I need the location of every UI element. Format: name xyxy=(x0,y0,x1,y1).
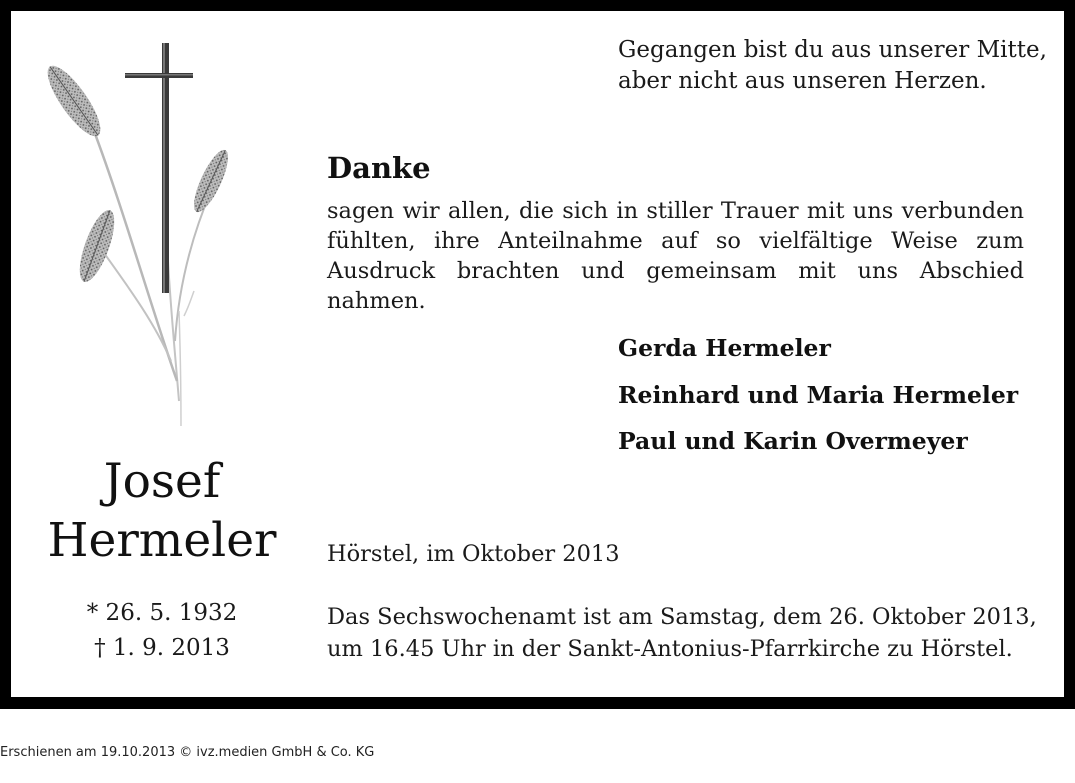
place-date: Hörstel, im Oktober 2013 xyxy=(327,541,620,567)
birth-date: * 26. 5. 1932 xyxy=(86,600,238,626)
publication-footer: Erschienen am 19.10.2013 © ivz.medien GmbH & Co. KG xyxy=(0,745,375,760)
mourner-name: Reinhard und Maria Hermeler xyxy=(618,380,1019,409)
thanks-heading: Danke xyxy=(327,151,431,185)
service-notice xyxy=(327,601,1037,665)
thanks-text: sagen wir allen, die sich in stiller Trauer mit uns verbunden fühlten, ihre Anteilnahme auf so vielfältige Weise zum Ausdruck brachten und gemeinsam mit uns Abschied nahmen. xyxy=(327,198,1024,314)
deceased-name xyxy=(42,452,282,570)
deceased-first-name: Josef xyxy=(103,454,221,509)
obituary-card xyxy=(11,11,1064,697)
mourner-name: Gerda Hermeler xyxy=(618,334,831,362)
service-line-1: Das Sechswochenamt ist am Samstag, dem 26. Oktober 2013, xyxy=(327,604,1037,630)
service-line-2: um 16.45 Uhr in der Sankt-Antonius-Pfarrkirche zu Hörstel. xyxy=(327,636,1013,662)
death-date: † 1. 9. 2013 xyxy=(94,635,230,661)
mourner-name: Paul und Karin Overmeyer xyxy=(618,427,968,455)
mourners-list xyxy=(618,333,1018,473)
motto-line-2: aber nicht aus unseren Herzen. xyxy=(618,68,987,94)
life-dates xyxy=(42,596,282,666)
motto-line-1: Gegangen bist du aus unserer Mitte, xyxy=(618,37,1047,63)
deceased-last-name: Hermeler xyxy=(47,513,277,568)
cross-with-wheat-ears-icon xyxy=(39,41,234,436)
motto-quote xyxy=(618,35,1047,97)
